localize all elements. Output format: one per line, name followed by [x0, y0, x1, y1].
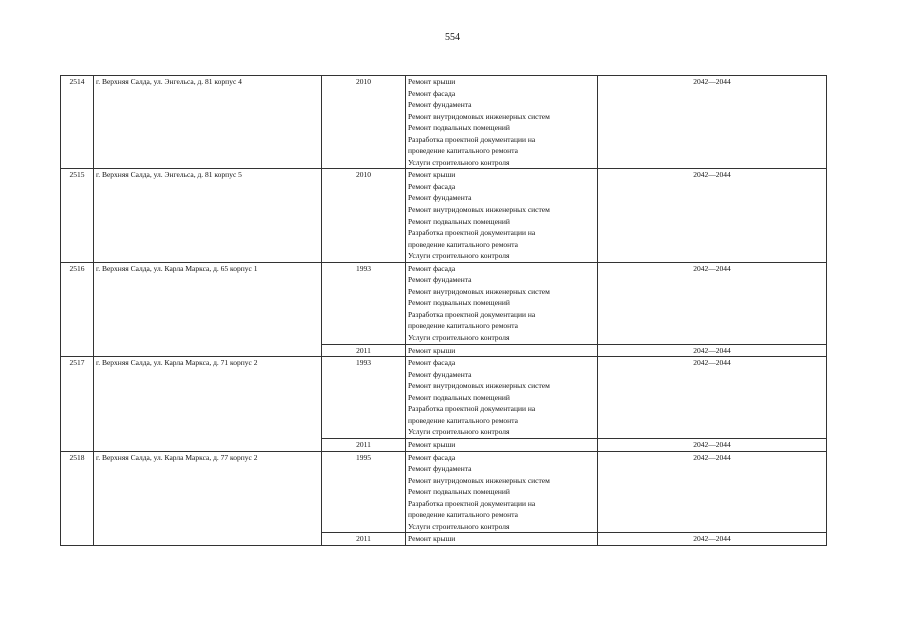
work-type-item: Ремонт фасада: [408, 181, 456, 191]
building-address: г. Верхняя Салда, ул. Энгельса, д. 81 корпус 4: [94, 76, 322, 169]
work-type-item: Ремонт подвальных помещений: [408, 216, 510, 226]
table-body: [61, 76, 827, 546]
record-number: 2516: [61, 262, 94, 356]
work-type-item: проведение капитального ремонта: [408, 146, 518, 156]
record-number: 2514: [61, 76, 94, 169]
table-row: [61, 451, 827, 533]
work-type-item: Услуги строительного контроля: [408, 427, 510, 437]
completion-year: 2011: [322, 438, 406, 451]
work-types: [406, 357, 598, 439]
record-number: 2515: [61, 169, 94, 262]
work-type-item: Разработка проектной документации на: [408, 134, 536, 144]
table-row: [61, 76, 827, 169]
planned-period: 2042—2044: [598, 357, 827, 439]
work-types: [406, 169, 598, 262]
work-type-item: Разработка проектной документации на: [408, 498, 536, 508]
page-number: 554: [445, 32, 460, 43]
table-row: [61, 169, 827, 262]
work-type-item: Ремонт фундамента: [408, 100, 472, 110]
work-type-item: Ремонт крыши: [408, 534, 456, 544]
work-type-item: Ремонт подвальных помещений: [408, 487, 510, 497]
work-type-item: проведение капитального ремонта: [408, 415, 518, 425]
building-address: г. Верхняя Салда, ул. Карла Маркса, д. 65 корпус 1: [94, 262, 322, 356]
work-type-item: Ремонт внутридомовых инженерных систем: [408, 111, 550, 121]
work-type-item: Ремонт крыши: [408, 345, 456, 355]
planned-period: 2042—2044: [598, 344, 827, 357]
work-type-item: Услуги строительного контроля: [408, 521, 510, 531]
work-type-item: Разработка проектной документации на: [408, 404, 536, 414]
work-type-item: Разработка проектной документации на: [408, 309, 536, 319]
repair-schedule-table: [60, 75, 827, 546]
work-type-item: Ремонт внутридомовых инженерных систем: [408, 286, 550, 296]
work-type-item: Ремонт фасада: [408, 263, 456, 273]
work-types: [406, 262, 598, 344]
planned-period: 2042—2044: [598, 451, 827, 533]
work-type-item: Ремонт подвальных помещений: [408, 123, 510, 133]
work-types: [406, 76, 598, 169]
building-address: г. Верхняя Салда, ул. Карла Маркса, д. 77 корпус 2: [94, 451, 322, 545]
building-address: г. Верхняя Салда, ул. Энгельса, д. 81 корпус 5: [94, 169, 322, 262]
planned-period: 2042—2044: [598, 438, 827, 451]
work-type-item: Ремонт крыши: [408, 170, 456, 180]
completion-year: 2010: [322, 76, 406, 169]
completion-year: 1993: [322, 262, 406, 344]
work-type-item: Ремонт внутридомовых инженерных систем: [408, 475, 550, 485]
work-types: [406, 533, 598, 546]
work-type-item: Ремонт фасада: [408, 452, 456, 462]
completion-year: 2010: [322, 169, 406, 262]
completion-year: 2011: [322, 344, 406, 357]
work-type-item: Ремонт фасада: [408, 88, 456, 98]
work-type-item: проведение капитального ремонта: [408, 321, 518, 331]
record-number: 2517: [61, 357, 94, 451]
planned-period: 2042—2044: [598, 169, 827, 262]
work-type-item: Ремонт внутридомовых инженерных систем: [408, 205, 550, 215]
work-type-item: проведение капитального ремонта: [408, 239, 518, 249]
completion-year: 1995: [322, 451, 406, 533]
work-type-item: Ремонт подвальных помещений: [408, 392, 510, 402]
planned-period: 2042—2044: [598, 262, 827, 344]
work-type-item: Ремонт внутридомовых инженерных систем: [408, 381, 550, 391]
completion-year: 1993: [322, 357, 406, 439]
work-type-item: Ремонт подвальных помещений: [408, 298, 510, 308]
work-type-item: Ремонт фундамента: [408, 275, 472, 285]
building-address: г. Верхняя Салда, ул. Карла Маркса, д. 71 корпус 2: [94, 357, 322, 451]
work-type-item: Ремонт фундамента: [408, 193, 472, 203]
work-types: [406, 438, 598, 451]
work-type-item: Услуги строительного контроля: [408, 251, 510, 261]
work-type-item: Ремонт фундамента: [408, 369, 472, 379]
planned-period: 2042—2044: [598, 533, 827, 546]
work-type-item: Ремонт крыши: [408, 77, 456, 86]
planned-period: 2042—2044: [598, 76, 827, 169]
record-number: 2518: [61, 451, 94, 545]
work-type-item: проведение капитального ремонта: [408, 510, 518, 520]
work-type-item: Услуги строительного контроля: [408, 333, 510, 343]
work-type-item: Ремонт фундамента: [408, 464, 472, 474]
completion-year: 2011: [322, 533, 406, 546]
work-type-item: Ремонт крыши: [408, 439, 456, 449]
work-types: [406, 344, 598, 357]
work-type-item: Разработка проектной документации на: [408, 228, 536, 238]
table-row: [61, 357, 827, 439]
work-type-item: Услуги строительного контроля: [408, 157, 510, 167]
work-type-item: Ремонт фасада: [408, 358, 456, 368]
work-types: [406, 451, 598, 533]
table-row: [61, 262, 827, 344]
